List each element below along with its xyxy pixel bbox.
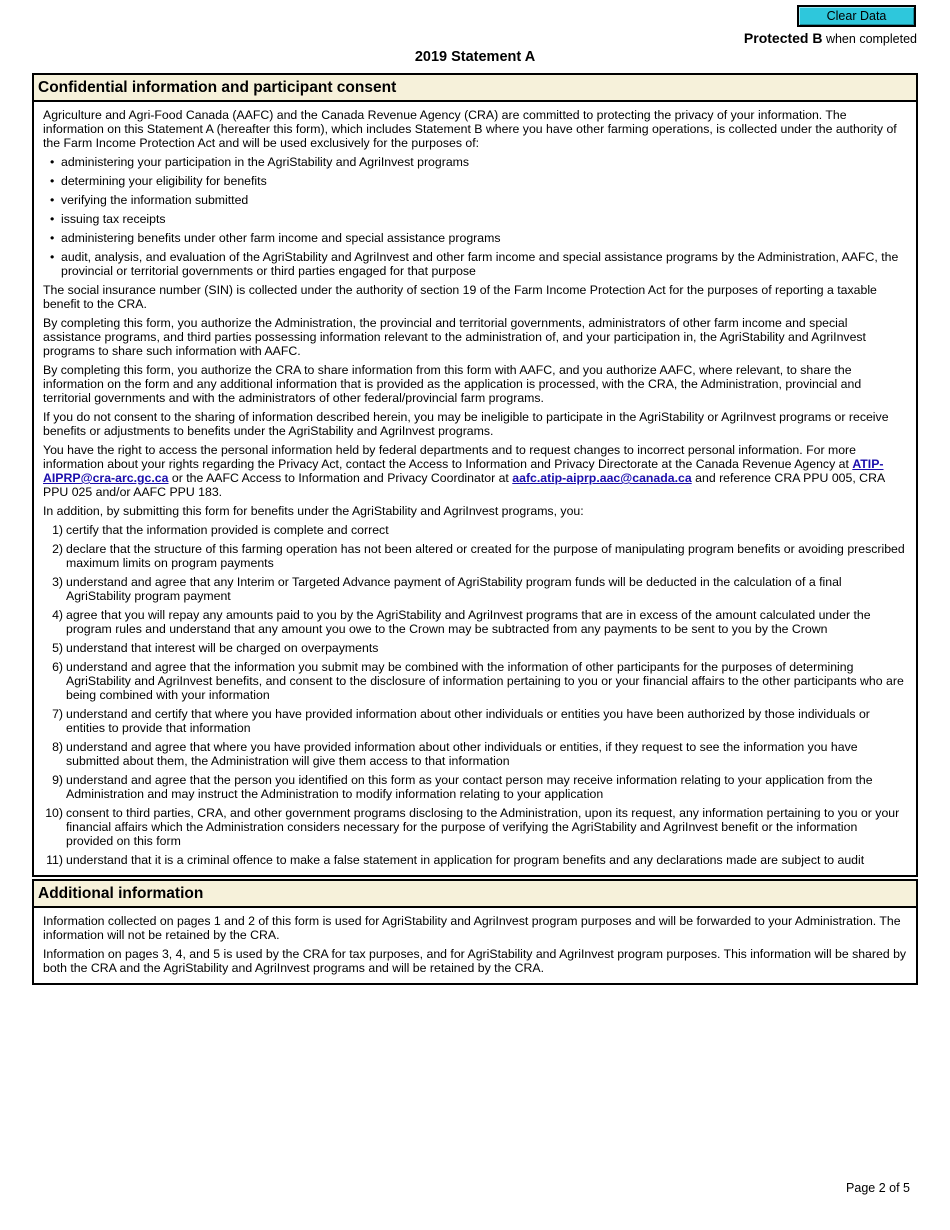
declaration-text: understand that interest will be charged on overpayments xyxy=(66,641,379,655)
additional-info-paragraph-2: Information on pages 3, 4, and 5 is used by the CRA for tax purposes, and for AgriStability and AgriInvest program purposes. This information will be shared by both the CRA and the AgriStability and AgriInvest programs and will be retained by the CRA. xyxy=(43,947,907,975)
privacy-rights-paragraph xyxy=(43,443,907,499)
authorize-cra-paragraph: By completing this form, you authorize the CRA to share information from this form with AAFC, and you authorize AAFC, where relevant, to share the information on the form and any additional information that is provided as the application is processed, with the CRA, the Administration, provincial and territorial governments and with the administrators of other federal/provincial farm programs. xyxy=(43,363,862,405)
purpose-item: • determining your eligibility for benefits xyxy=(43,174,907,188)
privacy-rights-text-2: or the AAFC Access to Information and Privacy Coordinator at xyxy=(168,471,513,485)
declaration-item xyxy=(43,523,907,537)
aafc-atip-email-link[interactable]: aafc.atip-aiprp.aac@canada.ca xyxy=(512,471,692,485)
declaration-text: understand and agree that the information you submit may be combined with the information of other participants for the purposes of determining AgriStability and AgriInvest benefits, and consent to the disclosure of information pertaining to you or your financial affairs to the other participants who are being combined with your information xyxy=(66,660,904,702)
page-title: 2019 Statement A xyxy=(414,49,536,65)
consent-intro: Agriculture and Agri-Food Canada (AAFC) and the Canada Revenue Agency (CRA) are committed to protecting the privacy of your information. The information on this Statement A (hereafter this form), which includes Statement B where you have other farming operations, is collected under the authority of the Farm Income Protection Act and will be used exclusively for the purposes of: xyxy=(43,108,897,150)
declaration-item xyxy=(43,641,907,655)
declaration-text: agree that you will repay any amounts paid to you by the AgriStability and AgriInvest programs that are in excess of the amount calculated under the program rules and understand that any amount you owe to the Crown may be subtracted from any payments to be sent to you by the Crown xyxy=(66,608,871,636)
consent-section-heading: Confidential information and participant consent xyxy=(34,75,916,102)
additional-info-heading: Additional information xyxy=(34,881,916,908)
cra-atip-email-link[interactable]: ATIP-AIPRP@cra-arc.gc.ca xyxy=(43,457,884,485)
purpose-item: • issuing tax receipts xyxy=(43,212,907,226)
protected-b-label xyxy=(744,31,917,46)
declaration-item xyxy=(43,707,907,735)
privacy-rights-text-3: and reference CRA PPU 005, CRA PPU 025 and/or AAFC PPU 183. xyxy=(43,471,885,499)
additional-info-body xyxy=(34,908,916,983)
declaration-item xyxy=(43,575,907,603)
page-number: Page 2 of 5 xyxy=(846,1181,910,1195)
sin-paragraph: The social insurance number (SIN) is collected under the authority of section 19 of the Farm Income Protection Act for the purposes of reporting a taxable benefit to the CRA. xyxy=(43,283,877,311)
purpose-item: • audit, analysis, and evaluation of the AgriStability and AgriInvest and other farm income and special assistance programs by the Administration, AAFC, the provincial or territorial governments or third parties engaged for that purpose xyxy=(43,250,907,278)
declaration-item xyxy=(43,853,907,867)
declaration-number: 7) xyxy=(52,707,63,721)
protected-b-suffix: when completed xyxy=(822,32,917,46)
declaration-text: understand and agree that the person you identified on this form as your contact person may receive information relating to your application from the Administration and may instruct the Administration to modify information relating to your application xyxy=(66,773,873,801)
declaration-number: 1) xyxy=(52,523,63,537)
no-consent-paragraph: If you do not consent to the sharing of information described herein, you may be ineligible to participate in the AgriStability or AgriInvest programs or receive benefits or adjustments to benefits under the AgriStability and AgriInvest programs. xyxy=(43,410,889,438)
declaration-number: 8) xyxy=(52,740,63,754)
privacy-rights-text-1: You have the right to access the personal information held by federal departments and to request changes to incorrect personal information. For more information about your rights regarding the Privacy Act, contact the Access to Information and Privacy Directorate at the Canada Revenue Agency at xyxy=(43,443,856,471)
declaration-number: 9) xyxy=(52,773,63,787)
declaration-number: 4) xyxy=(52,608,63,622)
declaration-text: understand and agree that any Interim or Targeted Advance payment of AgriStability program funds will be deducted in the calculation of a final AgriStability program payment xyxy=(66,575,842,603)
purpose-item: • administering benefits under other farm income and special assistance programs xyxy=(43,231,907,245)
declaration-number: 5) xyxy=(52,641,63,655)
declarations-list xyxy=(43,523,907,867)
protected-b-bold: Protected B xyxy=(743,30,823,46)
declaration-item xyxy=(43,608,907,636)
declaration-number: 2) xyxy=(52,542,63,556)
declaration-text: understand and agree that where you have provided information about other individuals or entities, if they request to see the information you have submitted about them, the Administration will give them access to that information xyxy=(66,740,858,768)
declaration-text: understand and certify that where you have provided information about other individuals or entities you have been authorized by those individuals or entities to provide that information xyxy=(66,707,870,735)
clear-data-button[interactable]: Clear Data xyxy=(797,5,916,27)
declaration-item xyxy=(43,740,907,768)
purpose-item: • verifying the information submitted xyxy=(43,193,907,207)
declaration-item xyxy=(43,773,907,801)
purpose-item: • administering your participation in the AgriStability and AgriInvest programs xyxy=(43,155,907,169)
submission-intro: In addition, by submitting this form for benefits under the AgriStability and AgriInvest programs, you: xyxy=(43,504,584,518)
declaration-item xyxy=(43,806,907,848)
consent-section-body xyxy=(34,102,916,875)
declaration-text: certify that the information provided is complete and correct xyxy=(66,523,389,537)
declaration-text: understand that it is a criminal offence to make a false statement in application for program benefits and any declarations made are subject to audit xyxy=(66,853,865,867)
declaration-text: declare that the structure of this farming operation has not been altered or created for the purpose of manipulating program benefits or avoiding prescribed maximum limits on program payments xyxy=(66,542,905,570)
declaration-number: 10) xyxy=(45,806,63,820)
additional-info-section xyxy=(32,879,918,985)
declaration-item xyxy=(43,660,907,702)
declaration-text: consent to third parties, CRA, and other government programs disclosing to the Administration, upon its request, any information pertaining to you or your financial affairs which the Administration considers necessary for the purpose of verifying the AgriStability and AgriInvest benefit or the information provided on this form xyxy=(66,806,900,848)
authorize-admin-paragraph: By completing this form, you authorize the Administration, the provincial and territorial governments, administrators of other farm income and special assistance programs, and third parties possessing information relevant to the administration of, and your participation in, the AgriStability and AgriInvest programs to share such information with AAFC. xyxy=(43,316,866,358)
declaration-number: 3) xyxy=(52,575,63,589)
declaration-number: 6) xyxy=(52,660,63,674)
purposes-list xyxy=(43,155,907,278)
additional-info-paragraph-1: Information collected on pages 1 and 2 of this form is used for AgriStability and AgriInvest program purposes and will be forwarded to your Administration. The information will not be retained by the CRA. xyxy=(43,914,901,942)
declaration-number: 11) xyxy=(46,853,63,867)
declaration-item xyxy=(43,542,907,570)
consent-section xyxy=(32,73,918,877)
